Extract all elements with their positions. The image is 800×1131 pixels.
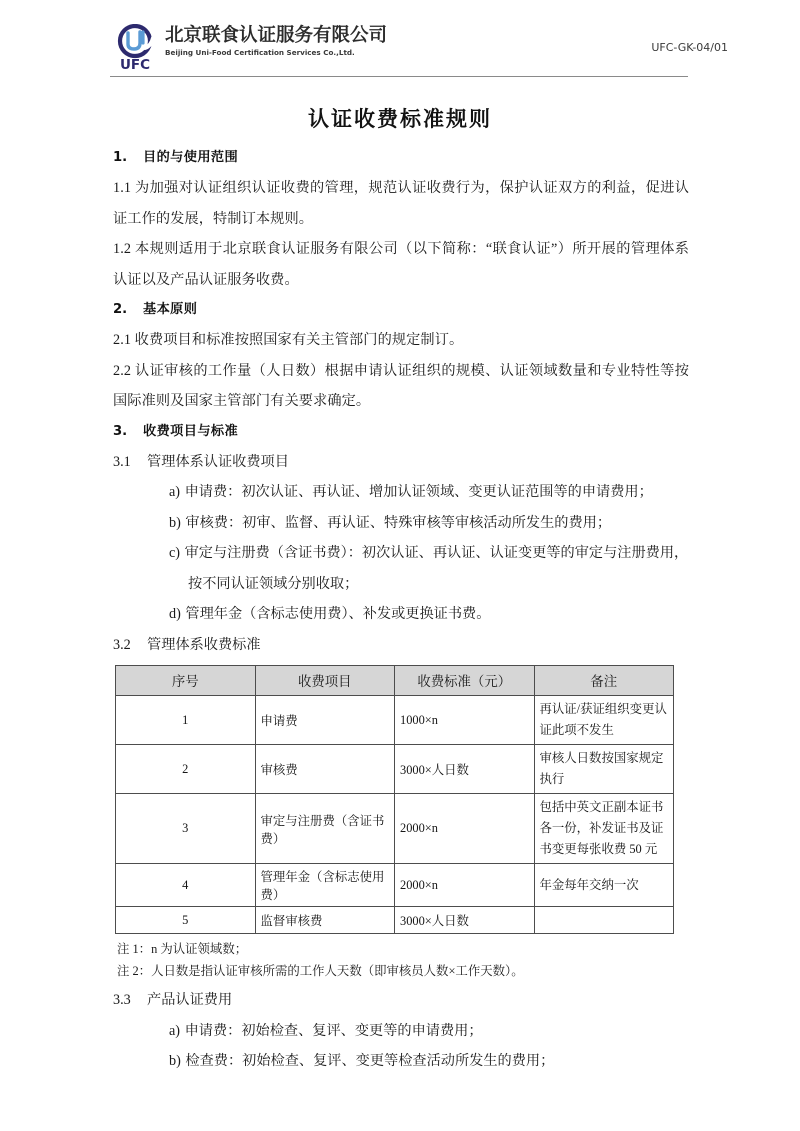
table-row <box>116 864 674 907</box>
paragraph-1-1: 1.1 为加强对认证组织认证收费的管理，规范认证收费行为，保护认证双方的利益，促进认证工作的发展，特制订本规则。 <box>113 180 689 227</box>
cell-index: 3 <box>116 794 256 864</box>
cell-index: 5 <box>116 907 256 934</box>
list-item <box>113 1046 689 1077</box>
list-item-continuation: 按不同认证领域分别收取； <box>188 575 359 592</box>
section-number-1: 1. <box>113 150 128 165</box>
cell-standard: 3000×人日数 <box>395 745 535 794</box>
table-row <box>116 745 674 794</box>
header-divider <box>110 76 688 77</box>
list-item <box>113 508 689 539</box>
table-row <box>116 907 674 934</box>
subsection-heading-3-1 <box>113 447 689 478</box>
list-item-text: 申请费：初始检查、复评、变更等的申请费用； <box>184 1022 483 1039</box>
subsection-title-3-1: 管理体系认证收费项目 <box>147 453 289 470</box>
subsection-heading-3-3 <box>113 985 689 1016</box>
cell-index: 4 <box>116 864 256 907</box>
page-title: 认证收费标准规则 <box>308 106 492 131</box>
list-item-text: 审定与注册费（含证书费）：初次认证、再认证、认证变更等的审定与注册费用， <box>184 545 689 561</box>
subsection-title-3-2: 管理体系收费标准 <box>147 636 261 653</box>
column-header-item: 收费项目 <box>255 666 395 696</box>
section-title-2: 基本原则 <box>143 302 198 317</box>
cell-item: 审核费 <box>255 745 395 794</box>
cell-item: 管理年金（含标志使用费） <box>255 864 395 907</box>
list-marker: d) <box>169 606 181 622</box>
table-header-row <box>116 666 674 696</box>
cell-item: 申请费 <box>255 696 395 745</box>
list-marker: a) <box>169 1022 181 1039</box>
list-item <box>113 477 689 508</box>
list-item <box>113 1016 689 1047</box>
subsection-title-3-3: 产品认证费用 <box>147 992 233 1008</box>
section-title-3: 收费项目与标准 <box>143 423 239 439</box>
cell-note: 包括中英文正副本证书各一份，补发证书及证书变更每张收费 50 元 <box>534 794 674 864</box>
ufc-circular-logo-icon <box>115 24 159 72</box>
cell-index: 1 <box>116 696 256 745</box>
section-number-2: 2. <box>113 302 128 317</box>
subsection-number-3-2: 3.2 <box>113 636 131 653</box>
column-header-index: 序号 <box>116 666 256 696</box>
fee-table-container <box>113 665 689 934</box>
company-name-cn: 北京联食认证服务有限公司 <box>165 25 388 46</box>
document-body <box>113 143 689 1077</box>
section-number-3: 3. <box>113 423 128 439</box>
cell-index: 2 <box>116 745 256 794</box>
list-marker: b) <box>169 514 181 531</box>
table-notes <box>113 938 689 982</box>
cell-item: 监督审核费 <box>255 907 395 934</box>
fee-standard-table <box>115 665 674 934</box>
column-header-note: 备注 <box>534 666 674 696</box>
list-item-text: 管理年金（含标志使用费）、补发或更换证书费。 <box>185 606 491 622</box>
list-item-text: 审核费：初审、监督、再认证、特殊审核等审核活动所发生的费用； <box>185 514 612 531</box>
table-note-1: 注 1：n 为认证领域数； <box>117 942 248 956</box>
subsection-number-3-3: 3.3 <box>113 992 131 1008</box>
list-marker: b) <box>169 1053 181 1069</box>
cell-note <box>534 907 674 934</box>
list-item-text: 申请费：初次认证、再认证、增加认证领域、变更认证范围等的申请费用； <box>184 484 653 500</box>
cell-note: 审核人日数按国家规定执行 <box>534 745 674 794</box>
page-header <box>0 0 800 84</box>
list-item-text: 检查费：初始检查、复评、变更等检查活动所发生的费用； <box>185 1053 555 1069</box>
cell-note: 再认证/获证组织变更认证此项不发生 <box>534 696 674 745</box>
list-marker: a) <box>169 484 181 500</box>
cell-standard: 3000×人日数 <box>395 907 535 934</box>
table-row <box>116 696 674 745</box>
paragraph-2-1: 2.1 收费项目和标准按照国家有关主管部门的规定制订。 <box>113 332 464 348</box>
company-name-en: Beijing Uni-Food Certification Services Co.,Ltd. <box>165 48 355 57</box>
list-marker: c) <box>169 545 181 561</box>
section-heading-1 <box>113 143 689 173</box>
cell-standard: 1000×n <box>395 696 535 745</box>
company-brand <box>115 24 387 72</box>
section-heading-3 <box>113 417 689 447</box>
section-title-1: 目的与使用范围 <box>143 150 239 165</box>
cell-item: 审定与注册费（含证书费） <box>255 794 395 864</box>
cell-standard: 2000×n <box>395 864 535 907</box>
table-row <box>116 794 674 864</box>
paragraph-2-2: 2.2 认证审核的工作量（人日数）根据申请认证组织的规模、认证领域数量和专业特性等按国际准则及国家主管部门有关要求确定。 <box>113 362 689 409</box>
section-heading-2 <box>113 295 689 325</box>
list-item <box>113 599 689 630</box>
subsection-number-3-1: 3.1 <box>113 453 131 470</box>
column-header-standard: 收费标准（元） <box>395 666 535 696</box>
paragraph-1-2: 1.2 本规则适用于北京联食认证服务有限公司（以下简称：“联食认证”）所开展的管理体系认证以及产品认证服务收费。 <box>113 241 689 288</box>
list-item <box>113 538 689 569</box>
logo-wordmark: UFC <box>119 57 151 72</box>
subsection-heading-3-2 <box>113 630 689 661</box>
document-code: UFC-GK-04/01 <box>651 40 728 54</box>
cell-note: 年金每年交纳一次 <box>534 864 674 907</box>
cell-standard: 2000×n <box>395 794 535 864</box>
table-note-2: 注 2：人日数是指认证审核所需的工作人天数（即审核员人数×工作天数）。 <box>117 964 524 978</box>
